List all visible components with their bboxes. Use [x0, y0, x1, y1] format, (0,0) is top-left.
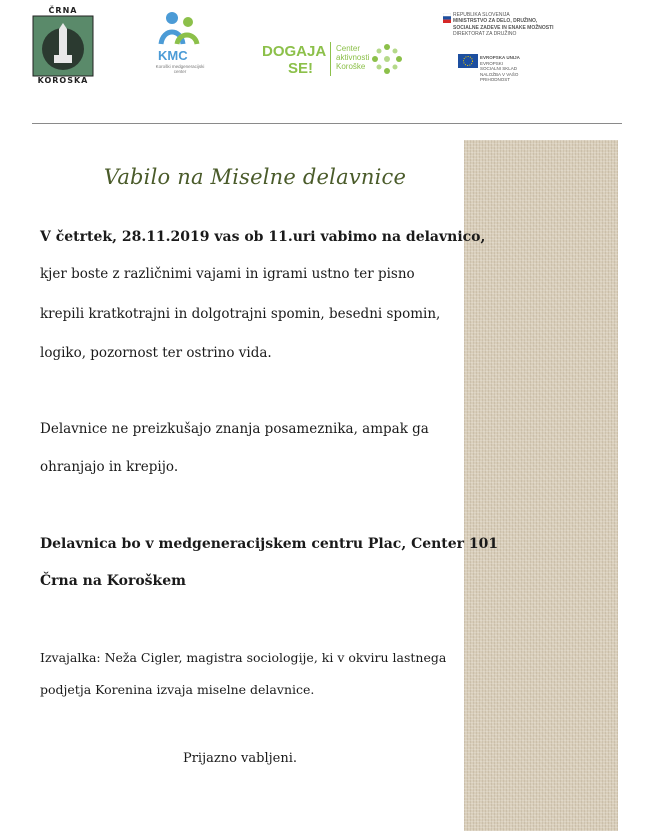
header-logos: [0, 0, 645, 110]
presenter-line-2: podjetja Korenina izvaja miselne delavnice.: [40, 682, 315, 697]
intro-line-4: logiko, pozornost ter ostrino vida.: [40, 345, 272, 361]
eu-line-3: SOCIALNI SKLAD: [480, 66, 518, 71]
eu-line-2: EVROPSKI: [480, 60, 504, 66]
dogaja-se-logo: [262, 40, 402, 80]
ministry-logo: [443, 12, 623, 42]
ministry-text: [453, 12, 554, 37]
location-line-1: Delavnica bo v medgeneracijskem centru Plac, Center 101: [40, 536, 499, 552]
ministry-line-1: REPUBLIKA SLOVENIJA: [453, 12, 510, 18]
center-line-1: Center: [336, 44, 361, 53]
center-line-3: Koroške: [336, 62, 366, 71]
crna-koroska-logo: [32, 6, 94, 84]
eu-flag-icon: [458, 54, 478, 68]
ministry-line-2: MINISTRSTVO ZA DELO, DRUŽINO,: [453, 18, 538, 25]
eu-text: [480, 55, 548, 83]
ministry-line-3: SOCIALNE ZADEVE IN ENAKE MOŽNOSTI: [453, 24, 554, 31]
center-aktivnosti-text: [336, 44, 369, 71]
kmc-logo: [150, 10, 210, 76]
location-line-2: Črna na Koroškem: [40, 573, 186, 589]
intro-line-1: V četrtek, 28.11.2019 vas ob 11.uri vabimo na delavnico,: [40, 229, 486, 245]
page-title: Vabilo na Miselne delavnice: [103, 165, 407, 189]
closing-text: Prijazno vabljeni.: [182, 751, 298, 766]
eu-fund-logo: [458, 52, 548, 80]
dogaja-divider: [330, 42, 331, 76]
intro-line-3: krepili kratkotrajni in dolgotrajni spomin, besedni spomin,: [40, 306, 441, 322]
decorative-linen-sidebar: [464, 140, 618, 831]
para2-line-2: ohranjajo in krepijo.: [40, 459, 179, 475]
dots-pattern-icon: [370, 42, 404, 76]
eu-line-4: NALOŽBA V VAŠO PRIHODNOST: [480, 71, 519, 82]
presenter-line-1: Izvajalka: Neža Cigler, magistra sociologije, ki v okviru lastnega: [40, 650, 447, 665]
eu-line-1: EVROPSKA UNIJA: [480, 55, 520, 60]
crna-coat-of-arms-icon: [32, 15, 94, 77]
kmc-logo-subtitle: Koroški medgeneracijski center: [155, 64, 205, 74]
se-word: SE!: [288, 60, 314, 77]
para2-line-1: Delavnice ne preizkušajo znanja posameznika, ampak ga: [40, 421, 429, 437]
crna-logo-bottom-text: KOROŠKA: [37, 76, 89, 85]
dogaja-word: DOGAJA: [262, 43, 327, 60]
kmc-logo-title: KMC: [158, 48, 188, 63]
intro-line-2: kjer boste z različnimi vajami in igrami ustno ter pisno: [40, 266, 415, 282]
center-line-2: aktivnosti: [336, 53, 370, 62]
slovenia-flag-icon: [443, 13, 451, 23]
ministry-line-4: DIREKTORAT ZA DRUŽINO: [453, 30, 517, 37]
crna-logo-top-text: ČRNA: [48, 6, 78, 15]
kmc-figures-icon: [155, 10, 205, 48]
dogaja-text: [262, 43, 326, 77]
header-divider: [32, 123, 622, 124]
